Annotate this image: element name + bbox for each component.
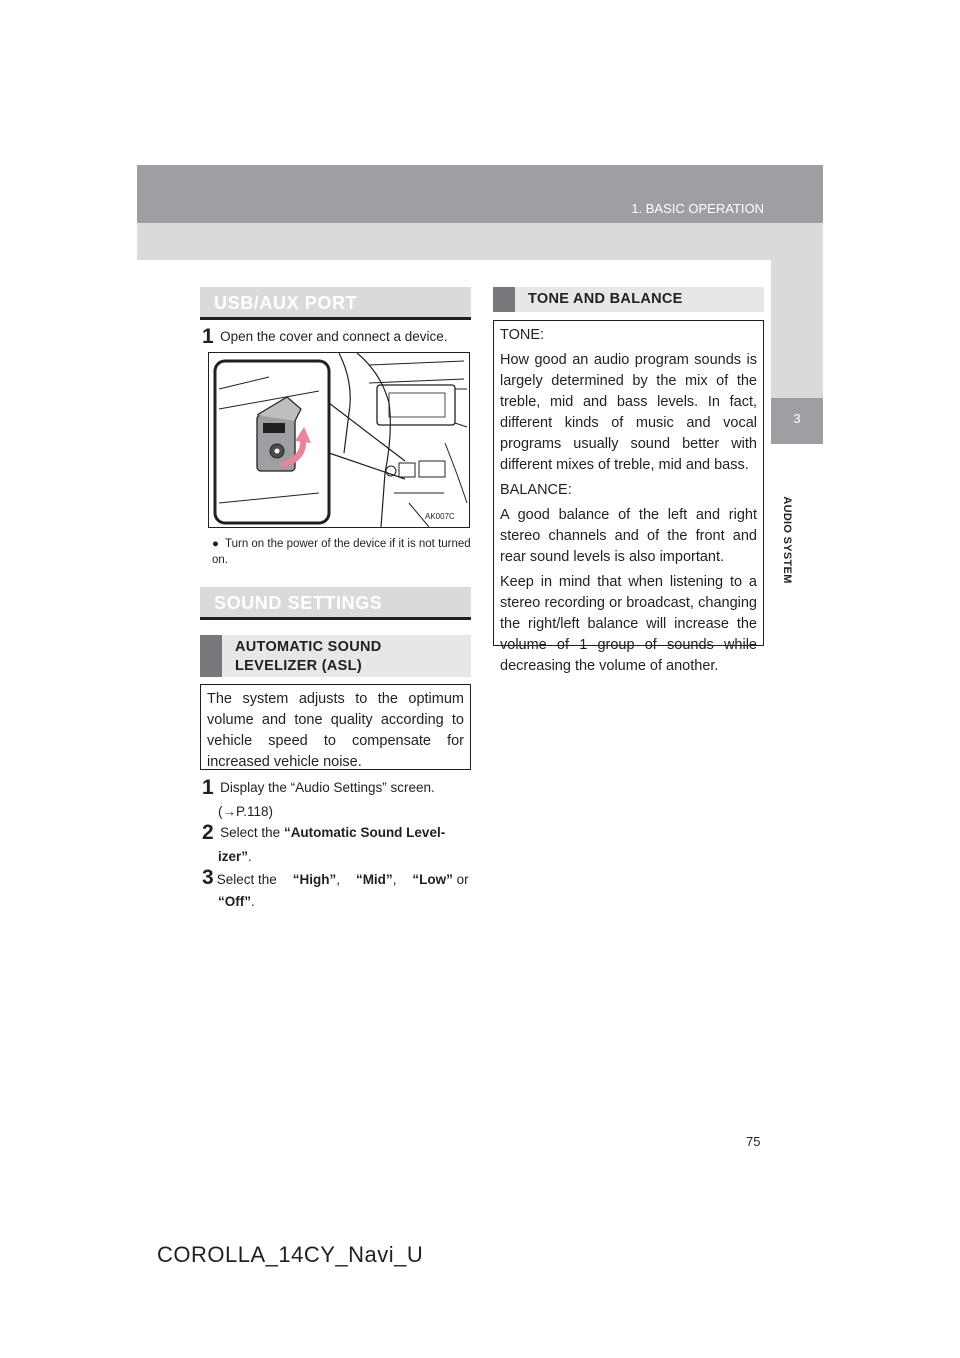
option-mid: “Mid”: [355, 872, 393, 887]
step-text: Open the cover and connect a device.: [220, 329, 448, 344]
step-display-audio-settings: [202, 776, 472, 823]
figure-code: AK007C: [425, 512, 455, 521]
option-low: “Low”: [412, 872, 453, 887]
side-tab-strip: [771, 223, 823, 398]
asl-subheading: [200, 635, 471, 677]
asl-description: The system adjusts to the optimum volume and tone quality according to vehicle speed to compensate for increased vehicle noise.: [207, 691, 464, 770]
side-tab-number-block: [771, 398, 823, 444]
note-text: Turn on the power of the device if it is not turned on.: [212, 538, 471, 566]
device-power-note: [212, 536, 474, 568]
asl-title-line2: LEVELIZER (ASL): [235, 658, 362, 674]
step-text: Select the: [220, 825, 284, 840]
bullet-icon: ●: [212, 538, 219, 550]
header-subband: [137, 223, 823, 260]
tone-balance-subheading: [493, 287, 764, 312]
step-text: Display the “Audio Settings” screen.: [220, 780, 435, 795]
step-select-asl: [202, 821, 472, 868]
tone-balance-box: [493, 320, 764, 674]
step-open-cover: [202, 325, 472, 351]
option-off: “Off”: [218, 894, 251, 909]
usb-aux-heading-text: USB/AUX PORT: [214, 293, 358, 313]
step-number: 1: [202, 325, 214, 348]
asl-description-box: [200, 684, 471, 770]
asl-title-line1: AUTOMATIC SOUND: [235, 639, 382, 655]
menu-option-asl: “Automatic Sound Level-: [283, 825, 446, 840]
document-id: COROLLA_14CY_Navi_U: [157, 1242, 424, 1267]
subheading-marker: [493, 287, 515, 312]
sound-settings-heading-text: SOUND SETTINGS: [214, 593, 383, 613]
balance-text: A good balance of the left and right stereo channels and of the front and rear sound levels is also important.: [500, 507, 757, 565]
step-select-level: [202, 866, 472, 913]
side-tab-number: 3: [793, 411, 801, 426]
sep: ,: [392, 872, 397, 887]
period: .: [251, 894, 255, 909]
sep: or: [452, 872, 469, 887]
step-text: Select the: [216, 872, 277, 887]
side-tab-label: AUDIO SYSTEM: [781, 496, 793, 584]
balance-label: BALANCE:: [500, 482, 572, 498]
period: .: [248, 849, 252, 864]
subheading-marker: [200, 635, 222, 677]
side-tab-label-block: [777, 470, 797, 610]
balance-text-2: Keep in mind that when listening to a stereo recording or broadcast, changing the right/left balance will increase the volume of 1 group of sounds while decreasing the volume of another.: [500, 574, 757, 674]
usb-aux-heading: [200, 287, 471, 320]
step-number: 1: [202, 776, 214, 799]
page-number: 75: [746, 1134, 761, 1149]
option-high: “High”: [292, 872, 337, 887]
usb-port-figure: [208, 352, 470, 528]
step-number: 2: [202, 821, 214, 844]
tone-balance-title: TONE AND BALANCE: [528, 291, 683, 307]
tone-text: How good an audio program sounds is largely determined by the mix of the treble, mid and bass levels. In fact, different kinds of music and vocal programs usually sound better with different mixes of treble, mid and bass.: [500, 352, 757, 473]
usb-port-illustration: [209, 353, 469, 527]
step-number: 3: [202, 866, 214, 889]
page-reference: (→P.118): [218, 804, 274, 819]
chapter-title: 1. BASIC OPERATION: [631, 201, 764, 216]
sep: ,: [336, 872, 340, 887]
tone-label: TONE:: [500, 327, 545, 343]
menu-option-asl-cont: izer”: [218, 849, 249, 864]
sound-settings-heading: [200, 587, 471, 620]
